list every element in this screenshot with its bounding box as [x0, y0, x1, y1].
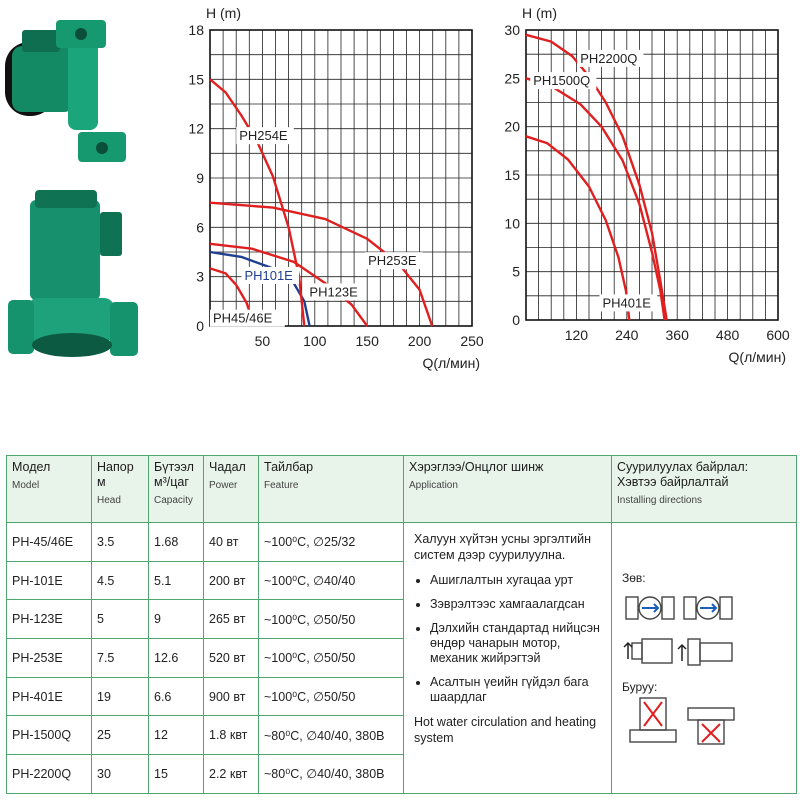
cell-capacity: 12 [149, 716, 204, 755]
pipe-flange-icon [684, 597, 696, 619]
install-correct-diagram [622, 585, 742, 677]
cell-model: PH-253E [7, 639, 92, 678]
cell-power: 2.2 квт [204, 755, 259, 794]
header-sub: Model [12, 480, 40, 491]
header-install [612, 456, 797, 523]
pump-bottom-right-flange [110, 302, 138, 356]
cell-model: PH-45/46E [7, 523, 92, 562]
cell-feature: ~100⁰C, ∅50/50 [259, 639, 404, 678]
cell-head: 5 [92, 600, 149, 639]
header-main: Модел [12, 460, 51, 474]
header-capacity [149, 456, 204, 523]
cell-head: 7.5 [92, 639, 149, 678]
application-feature: • Зэврэлтээс хамгаалагдсан [430, 597, 601, 612]
series-label: PH2200Q [580, 50, 638, 66]
header-main: Бүтээл м³/цаг [154, 460, 194, 489]
header-main: Чадал [209, 460, 246, 474]
x-axis-label: Q(л/мин) [728, 349, 786, 365]
install-wrong-label: Буруу: [622, 680, 658, 694]
cell-capacity: 15 [149, 755, 204, 794]
cell-feature: ~100⁰C, ∅40/40 [259, 561, 404, 600]
cell-head: 3.5 [92, 523, 149, 562]
x-tick-label: 360 [665, 327, 689, 343]
wrong-cross-icon [644, 702, 662, 726]
series-label: PH401E [602, 295, 651, 311]
y-tick-label: 3 [196, 268, 204, 285]
pump-top-bolt [75, 28, 87, 40]
cell-power: 520 вт [204, 639, 259, 678]
direction-arrow-icon [678, 645, 686, 661]
pump-top-bolt [96, 142, 108, 154]
wrong-cross-icon [702, 724, 720, 742]
x-tick-label: 250 [460, 333, 484, 349]
pump-photos [0, 0, 150, 400]
install-correct-label: Зөв: [622, 571, 646, 585]
cell-model: PH-101E [7, 561, 92, 600]
cell-head: 4.5 [92, 561, 149, 600]
x-axis-label: Q(л/мин) [422, 355, 480, 371]
header-power [204, 456, 259, 523]
y-tick-label: 30 [504, 22, 520, 38]
cell-feature: ~100⁰C, ∅25/32 [259, 523, 404, 562]
table-row [7, 523, 797, 562]
y-axis-label: H (m) [206, 5, 241, 21]
header-sub: Capacity [154, 495, 193, 506]
series-label: PH123E [309, 284, 358, 300]
pump-motor-icon [700, 643, 732, 661]
pipe-flange-icon [688, 708, 734, 720]
y-tick-label: 10 [504, 215, 520, 232]
cell-model: PH-401E [7, 677, 92, 716]
y-tick-label: 18 [188, 22, 204, 38]
header-main: Напор м [97, 460, 134, 489]
pipe-flange-icon [632, 643, 642, 659]
header-main: Тайлбар [264, 460, 314, 474]
y-tick-label: 9 [196, 170, 204, 186]
x-tick-label: 50 [254, 333, 271, 349]
y-tick-label: 15 [504, 167, 520, 183]
header-sub: Application [409, 480, 458, 491]
series-label: PH45/46E [213, 310, 273, 326]
header-feature [259, 456, 404, 523]
cell-model: PH-123E [7, 600, 92, 639]
cell-feature: ~100⁰C, ∅50/50 [259, 677, 404, 716]
header-main: Хэрэглээ/Онцлог шинж [409, 460, 544, 474]
header-application [404, 456, 612, 523]
y-axis-label: H (m) [522, 5, 557, 21]
cell-power: 900 вт [204, 677, 259, 716]
y-tick-label: 20 [504, 118, 520, 135]
x-tick-label: 240 [615, 327, 639, 343]
series-label: PH1500Q [533, 73, 591, 89]
pump-top-motor [12, 46, 74, 112]
y-tick-label: 15 [188, 71, 204, 88]
x-tick-label: 120 [564, 327, 589, 343]
chart-left-svg [150, 0, 500, 400]
cell-feature: ~80⁰C, ∅40/40, 380В [259, 716, 404, 755]
inline-pump-image-top [5, 20, 126, 162]
flow-arrow-icon [642, 604, 658, 612]
pipe-flange-icon [688, 639, 700, 665]
direction-arrow-icon [624, 643, 632, 659]
cell-head: 30 [92, 755, 149, 794]
cell-model: PH-2200Q [7, 755, 92, 794]
series-label: PH253E [368, 253, 417, 269]
pump-bottom-terminal-box [100, 212, 122, 256]
install-wrong-diagram [622, 694, 742, 750]
y-tick-label: 6 [196, 219, 204, 236]
header-head [92, 456, 149, 523]
pump-bottom-left-flange [8, 300, 34, 354]
application-feature: • Дэлхийн стандартад нийцсэн өндөр чанарын мотор, механик жийрэгтэй [430, 621, 601, 666]
cell-power: 40 вт [204, 523, 259, 562]
install-cell [612, 523, 797, 794]
x-tick-label: 100 [303, 333, 327, 349]
table-header-row [7, 456, 797, 523]
cell-capacity: 5.1 [149, 561, 204, 600]
y-tick-label: 25 [504, 70, 520, 87]
performance-chart-high-head [500, 0, 800, 400]
header-sub: Power [209, 480, 238, 491]
pump-top-volute [68, 40, 98, 130]
performance-chart-low-head [150, 0, 500, 400]
cell-power: 265 вт [204, 600, 259, 639]
pump-spec-table [6, 455, 797, 794]
x-tick-label: 150 [355, 333, 379, 349]
inline-pump-image-bottom [8, 190, 138, 357]
header-sub: Head [97, 495, 121, 506]
y-tick-label: 0 [196, 318, 204, 334]
header-main: Суурилуулах байрлал: Хэвтээ байрлалтай [617, 460, 749, 489]
flow-arrow-icon [700, 604, 716, 612]
cell-power: 200 вт [204, 561, 259, 600]
cell-capacity: 6.6 [149, 677, 204, 716]
application-feature: • Ашиглалтын хугацаа урт [430, 573, 601, 588]
application-english: Hot water circulation and heating system [414, 715, 597, 745]
series-label: PH254E [239, 128, 288, 144]
application-cell [404, 523, 612, 794]
application-intro: Халуун хүйтэн усны эргэлтийн систем дээр суурилуулна. [414, 532, 592, 562]
application-feature-list [414, 573, 601, 705]
pipe-flange-icon [626, 597, 638, 619]
header-sub: Installing directions [617, 495, 703, 506]
y-tick-label: 12 [188, 120, 204, 137]
x-tick-label: 200 [407, 333, 432, 349]
cell-model: PH-1500Q [7, 716, 92, 755]
pipe-flange-icon [630, 730, 676, 742]
series-label: PH101E [244, 267, 293, 283]
pipe-flange-icon [662, 597, 674, 619]
cell-capacity: 9 [149, 600, 204, 639]
cell-capacity: 12.6 [149, 639, 204, 678]
cell-head: 25 [92, 716, 149, 755]
pump-top-terminal-box [22, 30, 60, 52]
cell-feature: ~100⁰C, ∅50/50 [259, 600, 404, 639]
pump-bottom-motor [30, 200, 100, 300]
x-tick-label: 600 [766, 327, 790, 343]
y-tick-label: 5 [512, 263, 520, 280]
y-tick-label: 0 [512, 312, 520, 328]
cell-feature: ~80⁰C, ∅40/40, 380В [259, 755, 404, 794]
pump-motor-icon [642, 639, 672, 663]
cell-capacity: 1.68 [149, 523, 204, 562]
chart-right-svg [500, 0, 800, 400]
header-sub: Feature [264, 480, 299, 491]
cell-power: 1.8 квт [204, 716, 259, 755]
x-tick-label: 480 [715, 327, 740, 343]
pump-bottom-cap [35, 190, 97, 208]
pump-bottom-base [32, 333, 112, 357]
cell-head: 19 [92, 677, 149, 716]
application-feature: • Асалтын үеийн гүйдэл бага шаардлаг [430, 675, 601, 705]
header-model [7, 456, 92, 523]
pipe-flange-icon [720, 597, 732, 619]
